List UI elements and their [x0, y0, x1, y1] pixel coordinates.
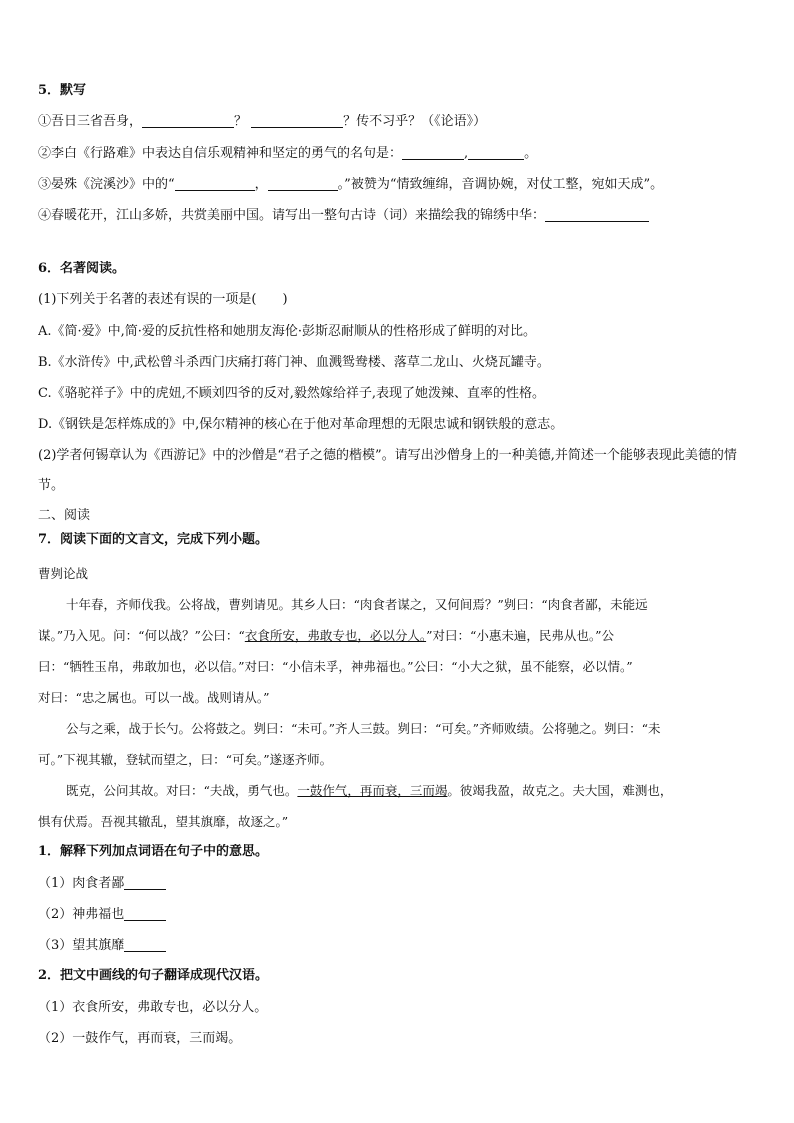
- q5-item-1-a: ①吾日三省吾身，: [38, 114, 143, 129]
- q6-option-d[interactable]: D.《钢铁是怎样炼成的》中,保尔精神的核心在于他对革命理想的无限忠诚和钢铁般的意志。: [38, 417, 564, 432]
- q7-title: 7．阅读下面的文言文，完成下列小题。: [38, 532, 269, 547]
- underlined-sentence: 衣食所安，弗敢专也，必以分人。: [244, 628, 427, 643]
- passage-line: 对曰：“忠之属也。可以一战。战则请从。”: [38, 690, 270, 705]
- q5-item-3-b: ，: [254, 177, 268, 192]
- answer-blank[interactable]: [268, 177, 338, 191]
- q7-sub1-item: （3）望其旗靡: [38, 938, 760, 954]
- q5-item-1-b: ？: [234, 114, 248, 129]
- answer-blank[interactable]: [142, 114, 234, 128]
- q5-item-1-c: ？传不习乎？（《论语》）: [343, 114, 487, 129]
- q5-item-3: [38, 177, 760, 193]
- underlined-sentence: 一鼓作气，再而衰，三而竭: [297, 783, 448, 798]
- q6-sub1: (1)下列关于名著的表述有误的一项是( ): [38, 292, 288, 307]
- q5-item-2-c: 。: [524, 146, 538, 161]
- q5-item-2-b: ,: [464, 146, 469, 161]
- passage-line: 可。”下视其辙，登轼而望之，曰：“可矣。”遂逐齐师。: [38, 752, 333, 767]
- q6-sub2: (2)学者何锡章认为《西游记》中的沙僧是“君子之德的楷模”。请写出沙僧身上的一种美德,并简述一个能够表现此美德的情节。: [38, 448, 737, 493]
- q7-sub2-title: 2．把文中画线的句子翻译成现代汉语。: [38, 968, 269, 983]
- q7-sub1-title: 1．解释下列加点词语在句子中的意思。: [38, 844, 269, 859]
- passage-line: 十年春，齐师伐我。公将战，曹刿请见。其乡人曰：“肉食者谋之，又何间焉？”刿曰：“肉食者鄙，未能远: [66, 597, 648, 612]
- q5-item-3-c: 。”被赞为“情致缠绵，音调协婉，对仗工整，宛如天成”。: [337, 177, 664, 192]
- q6-option-a[interactable]: A.《简·爱》中,简·爱的反抗性格和她朋友海伦·彭斯忍耐顺从的性格形成了鲜明的对比。: [38, 324, 537, 339]
- answer-blank[interactable]: [175, 177, 255, 191]
- q6-title: 6．名著阅读。: [38, 261, 126, 276]
- passage-line: 谋。”乃入见。问：“何以战？”公曰：“衣食所安，弗敢专也，必以分人。”对曰：“小惠未遍，民弗从也。”公: [38, 628, 614, 643]
- answer-blank[interactable]: [124, 938, 166, 952]
- q7-sub2-item: （2）一鼓作气，再而衰，三而竭。: [38, 1031, 242, 1046]
- answer-blank[interactable]: [468, 146, 524, 160]
- q6-option-c[interactable]: C.《骆驼祥子》中的虎妞,不顾刘四爷的反对,毅然嫁给祥子,表现了她泼辣、直率的性格。: [38, 386, 546, 401]
- q5-item-4-a: ④春暖花开，江山多娇，共赏美丽中国。请写出一整句古诗（词）来描绘我的锦绣中华：: [38, 208, 546, 223]
- answer-blank[interactable]: [545, 208, 649, 222]
- q5-item-2: [38, 146, 760, 162]
- section-heading: 二、阅读: [38, 508, 91, 523]
- q5-item-1: [38, 114, 760, 130]
- passage-line: 曰：“牺牲玉帛，弗敢加也，必以信。”对曰：“小信未孚，神弗福也。”公曰：“小大之狱，虽不能察，必以情。”: [38, 659, 633, 674]
- q7-sub1-item: （1）肉食者鄙: [38, 876, 760, 892]
- answer-blank[interactable]: [124, 876, 166, 890]
- answer-blank[interactable]: [402, 146, 464, 160]
- passage-line: 公与之乘，战于长勺。公将鼓之。刿曰：“未可。”齐人三鼓。刿曰：“可矣。”齐师败绩。公将驰之。刿曰：“未: [66, 721, 661, 736]
- q7-sub1-item: （2）神弗福也: [38, 907, 760, 923]
- q5-item-2-a: ②李白《行路难》中表达自信乐观精神和坚定的勇气的名句是：: [38, 146, 403, 161]
- q6-option-b[interactable]: B.《水浒传》中,武松曾斗杀西门庆痛打蒋门神、血溅鸳鸯楼、落草二龙山、火烧瓦罐寺。: [38, 355, 550, 370]
- passage-line: 既克，公问其故。对曰：“夫战，勇气也。一鼓作气，再而衰，三而竭。彼竭我盈，故克之。夫大国，难测也，: [66, 783, 673, 798]
- answer-blank[interactable]: [124, 907, 166, 921]
- q7-sub2-item: （1）衣食所安，弗敢专也，必以分人。: [38, 1000, 268, 1015]
- passage-title: 曹刿论战: [38, 566, 89, 581]
- passage-line: 惧有伏焉。吾视其辙乱，望其旗靡，故逐之。”: [38, 814, 289, 829]
- q5-title: 5．默写: [38, 83, 87, 98]
- q5-item-3-a: ③晏殊《浣溪沙》中的“: [38, 177, 175, 192]
- answer-blank[interactable]: [251, 114, 343, 128]
- q5-item-4: [38, 208, 760, 224]
